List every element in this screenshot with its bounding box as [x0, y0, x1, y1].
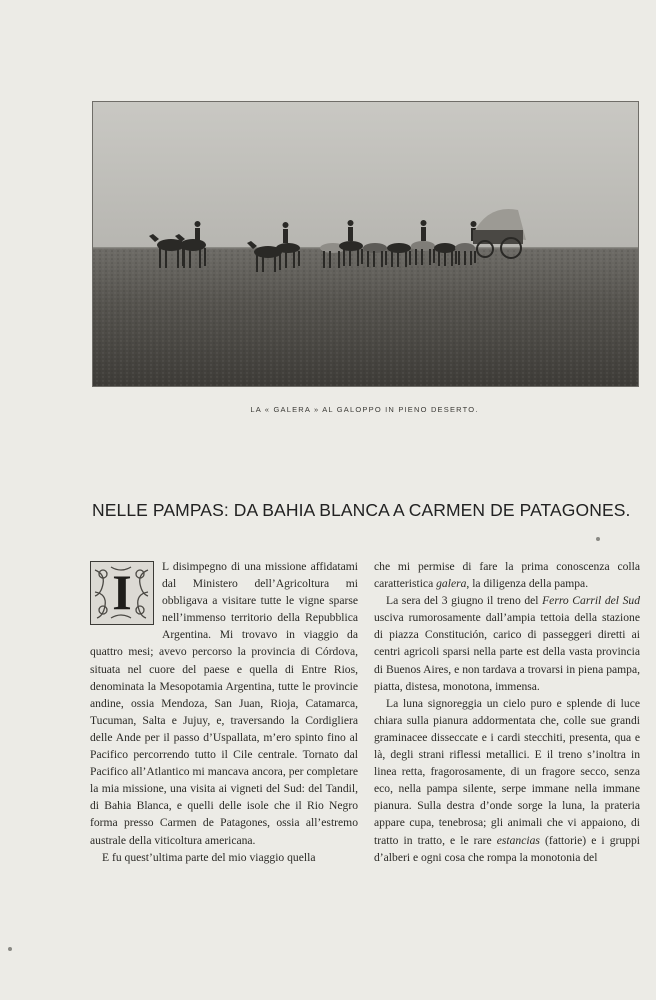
print-speck: [596, 537, 600, 541]
text-run: La luna signoreggia un cielo puro e splende di luce chiara sulla pianura addormentata che, colle sue grandi graminacee disseccate e i cardi stecchiti, presenta, qua e là, degli strani riflessi metallici. E il treno s’inoltra in linea retta, fragorosamente, di un fragore secco, senza eco, nella pampa silente, serpe immane nella immane pianura. Sulla destra d’onde sorge la luna, la prateria appare cupa, tenebrosa; gli animali che vi appaiono, di tratto in tratto, e le rare: [374, 696, 640, 847]
right-paragraph-1: [374, 558, 640, 592]
left-paragraph-1: L disimpegno di una missione affidatami dal Ministero dell’Agricoltura mi obbligava a visitare tutte le vigne sparse nell’immenso territorio della Repubblica Argentina. Mi trovavo in viaggio da quattro mesi; avevo percorso la provincia di Córdova, situata nel cuore del paese e quella di Entre Rios, denominata la Mesopotamia Argentina, tutte le provincie andine, ossia Mendoza, San Juan, Rioja, Catamarca, Tucuman, Salta e Jujuy, e, traversando la Cordigliera delle Ande per il passo d’Uspallata, m’ero spinto fino al Pacifico percorrendo tutto il Cile centrale. Tornato dal Pacifico all’Atlantico mi mancava ancora, per completare la mia missione, una visita ai vigneti del Sud: del Tandil, di Bahia Blanca, e quelli delle isole che il Rio Negro forma presso Carmen de Patagones, ossia all’estremo australe della viticoltura americana.: [90, 560, 358, 847]
text-run: (fattorie) e i gruppi d’alberi e ogni cosa che rompa la monotonia del: [374, 833, 640, 864]
left-column: [90, 558, 358, 866]
right-paragraph-3: [374, 695, 640, 866]
text-run: usciva rumorosamente dall’ampia tettoia della stazione di piazza Constitución, carico di passeggeri diretti ai centri agricoli sparsi nella parte est della vasta provincia di Buenos Aires, e non tardava a trovarsi in piena pampa, piatta, distesa, monotona, immensa.: [374, 611, 640, 693]
italic-term: Ferro Carril del Sud: [542, 594, 640, 608]
initial-letter: I: [112, 564, 132, 621]
italic-term: galera: [436, 577, 467, 591]
article-title: NELLE PAMPAS: DA BAHIA BLANCA A CARMEN DE PATAGONES.: [92, 500, 631, 520]
text-run: che mi permise di fare la prima conoscenza colla caratteristica: [374, 560, 640, 591]
photo-caption: LA « GALERA » AL GALOPPO IN PIENO DESERTO.: [250, 405, 479, 414]
text-run: , la diligenza della pampa.: [466, 577, 589, 591]
decorated-initial: [90, 561, 154, 625]
print-speck: [8, 947, 12, 951]
italic-term: estancias: [496, 833, 540, 847]
text-run: La sera del 3 giugno il treno del: [386, 594, 543, 608]
photograph: [92, 101, 639, 387]
photo-caravan-icon: [93, 102, 638, 386]
left-paragraph-2: E fu quest’ultima parte del mio viaggio quella: [102, 850, 316, 864]
right-paragraph-2: [374, 592, 640, 695]
right-column: [374, 558, 640, 866]
